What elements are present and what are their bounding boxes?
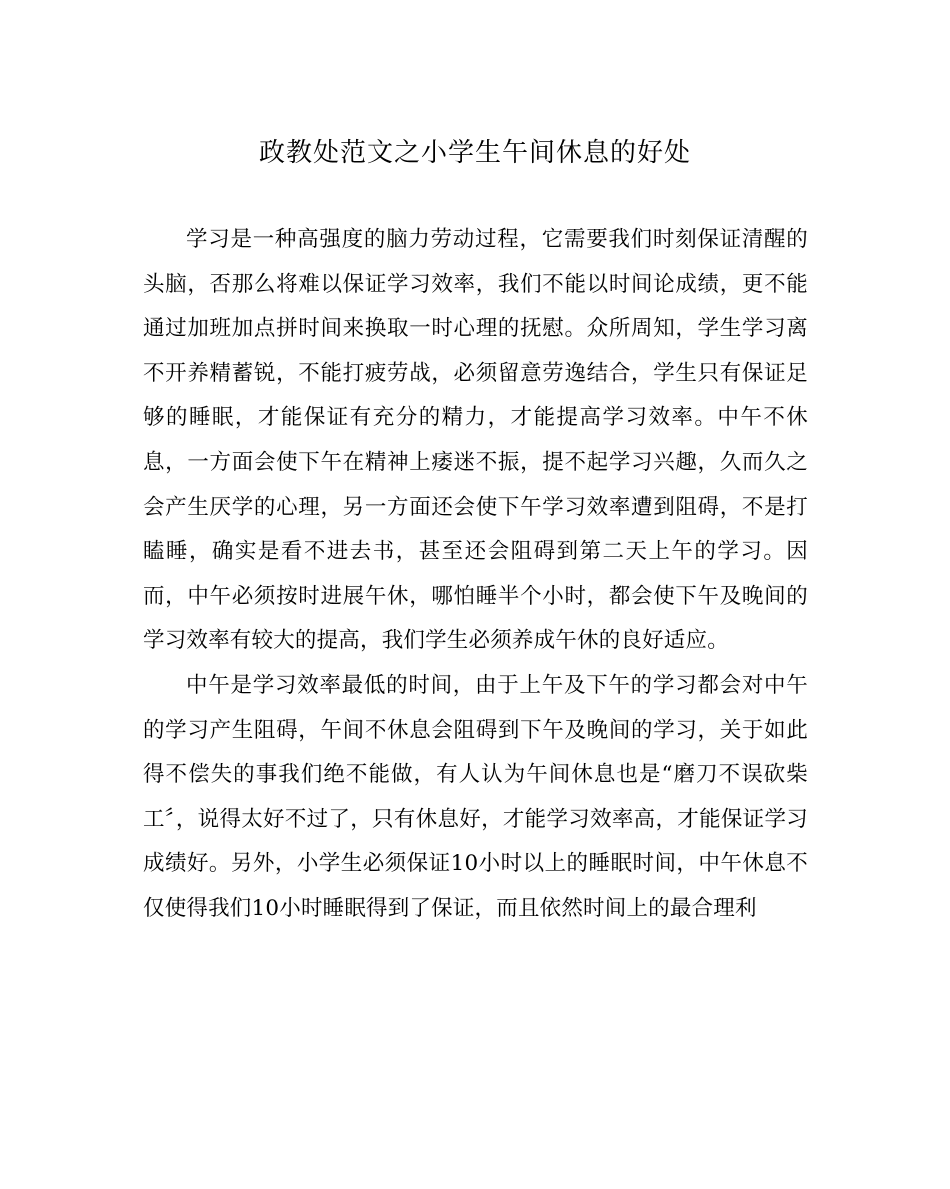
paragraph: 学习是一种高强度的脑力劳动过程，它需要我们时刻保证清醒的头脑，否那么将难以保证学习效率，我们不能以时间论成绩，更不能通过加班加点拼时间来换取一时心理的抚慰。众所周知，学生学习离不开养精蓄锐，不能打疲劳战，必须留意劳逸结合，学生只有保证足够的睡眠，才能保证有充分的精力，才能提高学习效率。中午不休息，一方面会使下午在精神上痿迷不振，提不起学习兴趣，久而久之会产生厌学的心理，另一方面还会使下午学习效率遭到阻碍，不是打瞌睡，确实是看不进去书，甚至还会阻碍到第二天上午的学习。因而，中午必须按时进展午休，哪怕睡半个小时，都会使下午及晚间的学习效率有较大的提高，我们学生必须养成午休的良好适应。 bbox=[143, 227, 808, 654]
document-title: 政教处范文之小学生午间休息的好处 bbox=[258, 138, 691, 168]
document-body bbox=[143, 218, 808, 932]
paragraph: 中午是学习效率最低的时间，由于上午及下午的学习都会对中午的学习产生阻碍，午间不休息会阻碍到下午及晚间的学习，关于如此得不偿失的事我们绝不能做，有人认为午间休息也是“磨刀不误砍柴工〞，说得太好不过了，只有休息好，才能学习效率高，才能保证学习成绩好。另外，小学生必须保证10小时以上的睡眠时间，中午休息不仅使得我们10小时睡眠得到了保证，而且依然时间上的最合理利 bbox=[143, 672, 808, 921]
